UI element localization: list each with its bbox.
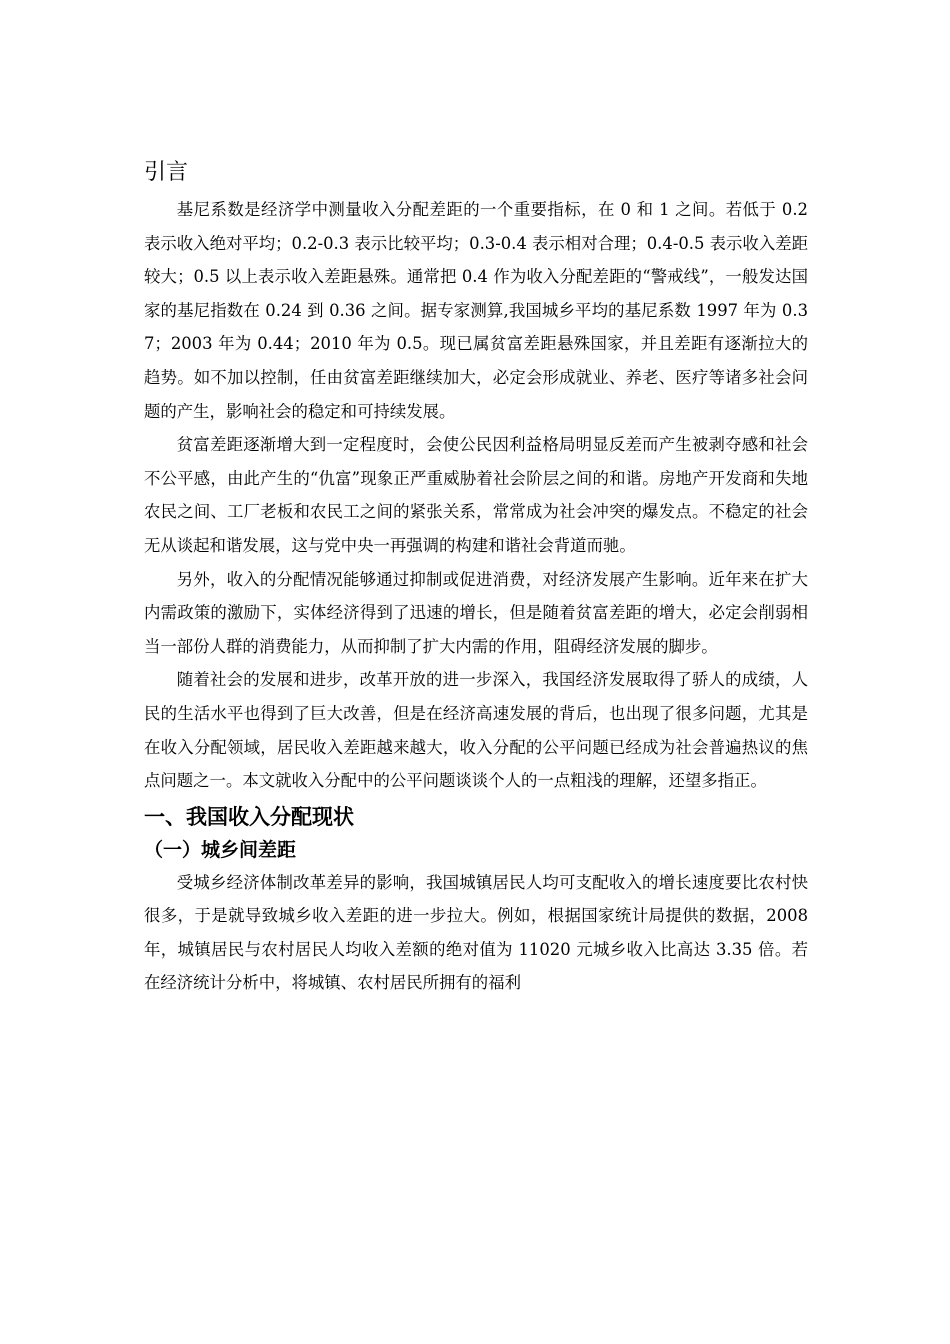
subsection-1-heading: （一）城乡间差距 [144,838,297,861]
section-1-heading: 一、我国收入分配现状 [144,804,354,829]
intro-paragraph-1: 基尼系数是经济学中测量收入分配差距的一个重要指标，在 0 和 1 之间。若低于 0.2 表示收入绝对平均；0.2-0.3 表示比较平均；0.3-0.4 表示相对合理；0.4-0.5 表示收入差距较大；0.5 以上表示收入差距悬殊。通常把 0.4 作为收入分配差距的“警戒线”，一般发达国家的基尼指数在 0.24 到 0.36 之间。据专家测算,我国城乡平均的基尼系数 1997 年为 0.37；2003 年为 0.44；2010 年为 0.5。现已属贫富差距悬殊国家，并且差距有逐渐拉大的趋势。如不加以控制，任由贫富差距继续加大，必定会形成就业、养老、医疗等诸多社会问题的产生，影响社会的稳定和可持续发展。 [144,200,808,421]
intro-paragraph-3: 另外，收入的分配情况能够通过抑制或促进消费，对经济发展产生影响。近年来在扩大内需政策的激励下，实体经济得到了迅速的增长，但是随着贫富差距的增大，必定会削弱相当一部份人群的消费能力，从而抑制了扩大内需的作用，阻碍经济发展的脚步。 [144,569,808,656]
intro-heading: 引言 [144,160,189,185]
intro-paragraph-2: 贫富差距逐渐增大到一定程度时，会使公民因利益格局明显反差而产生被剥夺感和社会不公平感，由此产生的“仇富”现象正严重威胁着社会阶层之间的和谐。房地产开发商和失地农民之间、工厂老板和农民工之间的紧张关系，常常成为社会冲突的爆发点。不稳定的社会无从谈起和谐发展，这与党中央一再强调的构建和谐社会背道而驰。 [144,435,808,555]
intro-paragraph-4: 随着社会的发展和进步，改革开放的进一步深入，我国经济发展取得了骄人的成绩，人民的生活水平也得到了巨大改善，但是在经济高速发展的背后，也出现了很多问题，尤其是在收入分配领域，居民收入差距越来越大，收入分配的公平问题已经成为社会普遍热议的焦点问题之一。本文就收入分配中的公平问题谈谈个人的一点粗浅的理解，还望多指正。 [144,670,808,791]
subsection-1-paragraph: 受城乡经济体制改革差异的影响，我国城镇居民人均可支配收入的增长速度要比农村快很多，于是就导致城乡收入差距的进一步拉大。例如，根据国家统计局提供的数据，2008 年，城镇居民与农村居民人均收入差额的绝对值为 11020 元城乡收入比高达 3.35 倍。若在经济统计分析中，将城镇、农村居民所拥有的福利 [144,872,808,993]
document-page [144,154,808,1000]
